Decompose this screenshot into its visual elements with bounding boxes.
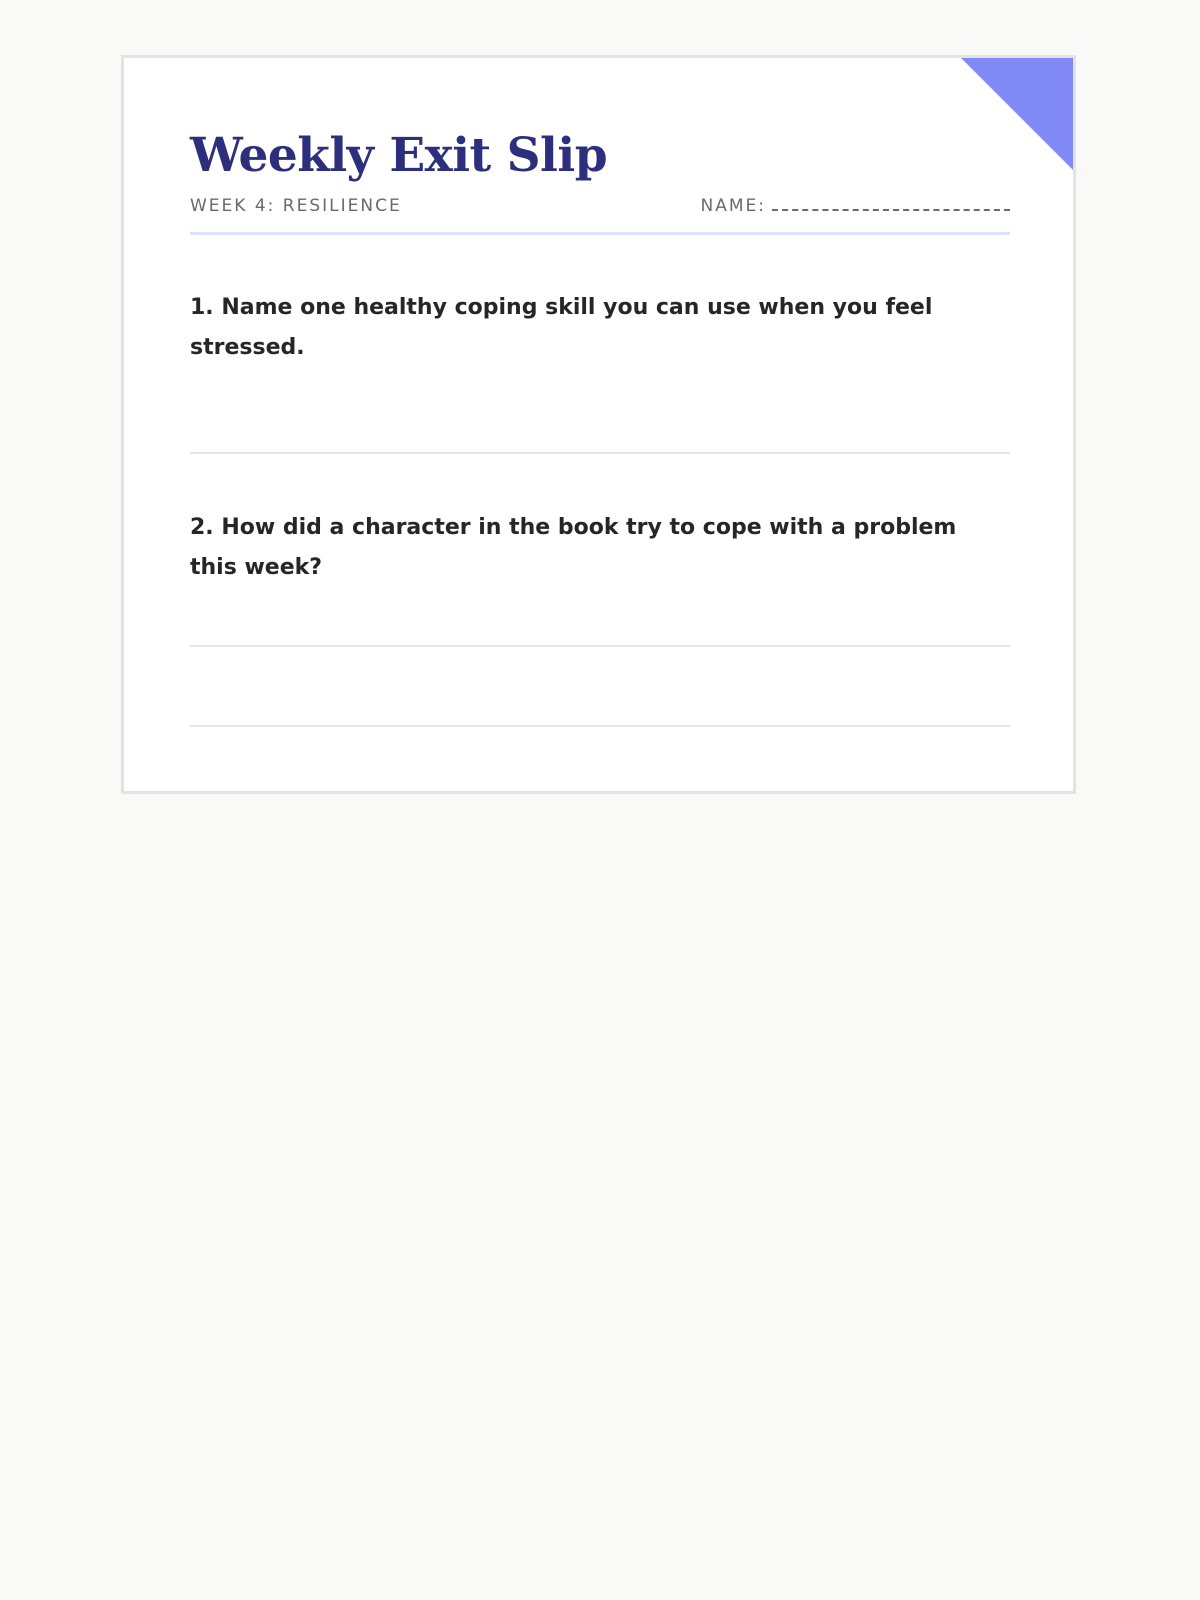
corner-flag-decoration	[961, 58, 1073, 170]
exit-slip-card	[121, 55, 1076, 794]
name-label: NAME:	[700, 196, 766, 216]
week-subtitle: WEEK 4: RESILIENCE	[190, 196, 402, 216]
question-1: 1. Name one healthy coping skill you can use when you feel stressed.	[190, 295, 933, 360]
name-field-group	[701, 193, 1010, 219]
answer-line-q2-1[interactable]	[190, 645, 1010, 647]
header-meta-row	[190, 193, 1010, 219]
name-blank-line[interactable]	[772, 208, 1010, 211]
answer-line-q1[interactable]	[190, 452, 1010, 454]
worksheet-title: Weekly Exit Slip	[190, 128, 608, 183]
answer-line-q2-2[interactable]	[190, 725, 1010, 727]
question-2: 2. How did a character in the book try to cope with a problem this week?	[190, 515, 957, 580]
header-divider	[190, 232, 1010, 235]
